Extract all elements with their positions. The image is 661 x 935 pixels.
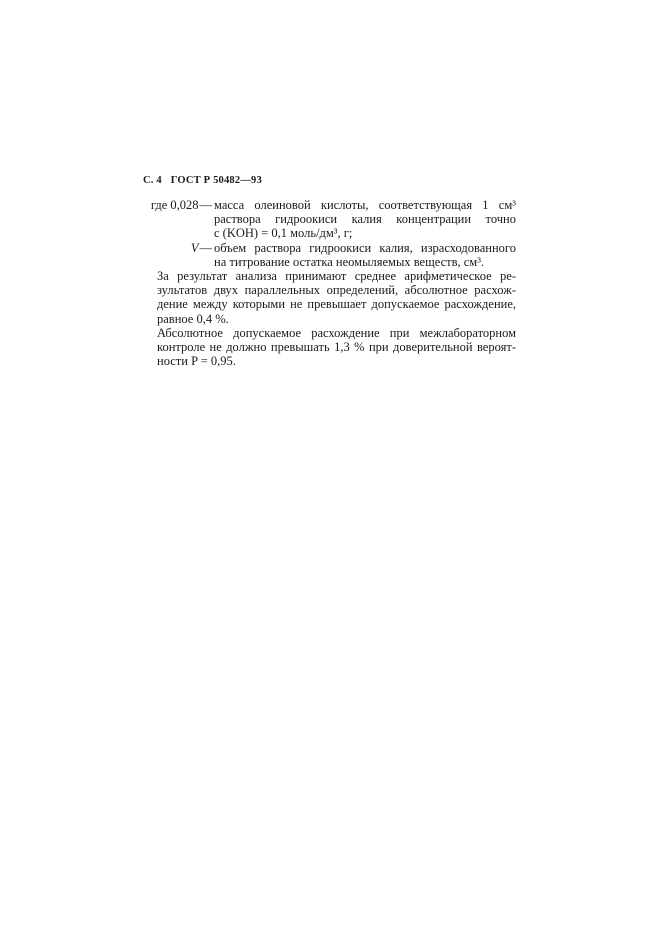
text-line: раствора гидроокиси калия концентрации точно <box>214 212 516 227</box>
where-block <box>143 198 516 269</box>
text-line: зультатов двух параллельных определений, абсолютное расхож- <box>157 283 516 298</box>
where-dash-2: — <box>199 240 212 255</box>
where-label-1 <box>143 198 212 241</box>
text-line: дение между которыми не превышает допускаемое расхождение, <box>157 297 516 312</box>
text-line: ности P = 0,95. <box>157 354 236 369</box>
where-label-2 <box>143 241 212 269</box>
text-line: масса олеиновой кислоты, соответствующая 1 см³ <box>214 198 516 212</box>
paragraph-result <box>143 269 516 326</box>
text-line: За результат анализа принимают среднее арифметическое ре- <box>157 269 516 284</box>
where-dash-1: — <box>199 198 212 212</box>
page-header <box>143 175 262 186</box>
text-line: объем раствора гидроокиси калия, израсходованного <box>214 240 516 255</box>
text-line: c (KOH) = 0,1 моль/дм³, г; <box>214 226 353 241</box>
text-line: контроле не должно превышать 1,3 % при доверительной вероят- <box>157 340 516 355</box>
page-number: С. 4 <box>143 175 162 186</box>
where-description-1 <box>214 198 516 241</box>
where-symbol-2: V <box>190 240 199 255</box>
standard-designation: ГОСТ Р 50482—93 <box>170 175 262 186</box>
where-description-2 <box>214 241 516 269</box>
text-line: Абсолютное допускаемое расхождение при межлабораторном <box>157 325 516 340</box>
paragraph-tolerance <box>143 326 516 369</box>
text-line: равное 0,4 %. <box>157 311 229 326</box>
text-line: на титрование остатка неомыляемых веществ, см³. <box>214 254 485 269</box>
where-symbol-1: где 0,028 <box>150 198 199 212</box>
document-body <box>143 198 516 368</box>
